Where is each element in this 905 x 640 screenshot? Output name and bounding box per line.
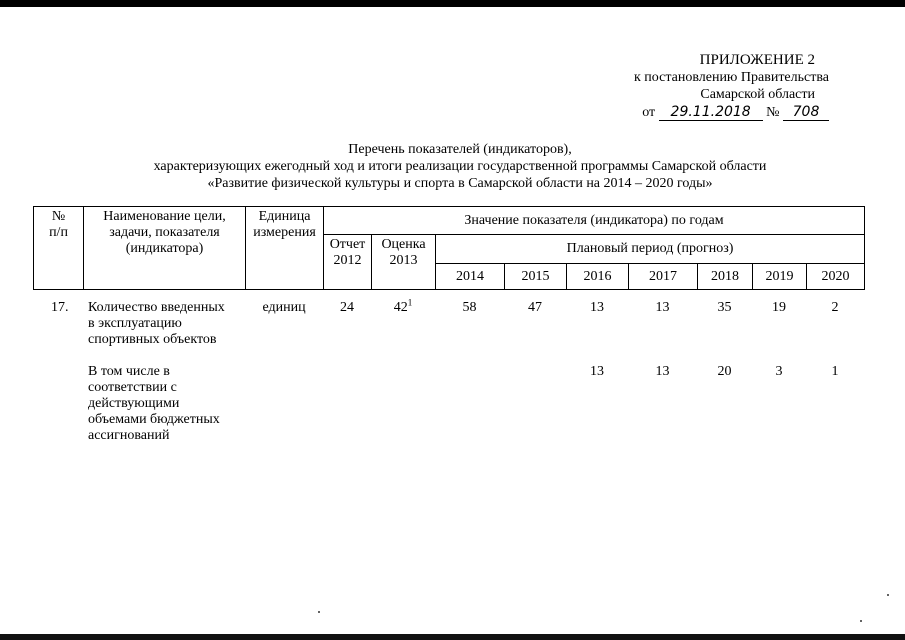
handwritten-date: 29.11.2018	[659, 105, 763, 121]
scan-speck	[318, 611, 320, 613]
handwritten-number: 708	[783, 105, 829, 121]
header-year-2019: 2019	[753, 264, 807, 290]
indicators-table-header	[33, 206, 865, 290]
header-number: № п/п	[34, 207, 84, 290]
top-border	[0, 0, 905, 7]
row-17-year-2018: 35	[717, 300, 732, 315]
document-title	[60, 141, 860, 192]
scan-speck	[887, 594, 889, 596]
row-17-unit: единиц	[262, 300, 306, 315]
row-17-year-2015: 47	[528, 300, 542, 315]
row-17-sub-year-2019: 3	[775, 364, 783, 379]
title-line-3: «Развитие физической культуры и спорта в Самарской области на 2014 – 2020 годы»	[207, 176, 713, 191]
bottom-border	[0, 634, 905, 640]
number-label: №	[766, 105, 780, 120]
footnote-mark: 1	[407, 297, 413, 308]
row-17-number: 17.	[51, 300, 69, 315]
header-year-2016: 2016	[567, 264, 629, 290]
row-17-sub-year-2016: 13	[590, 364, 604, 379]
header-name: Наименование цели, задачи, показателя (индикатора)	[84, 207, 246, 290]
header-year-2015: 2015	[505, 264, 567, 290]
appendix-title: ПРИЛОЖЕНИЕ 2	[699, 52, 815, 68]
header-estimate-2013: Оценка 2013	[372, 235, 436, 290]
appendix-region: Самарской области	[700, 87, 815, 102]
row-17-name: Количество введенных в эксплуатацию спортивных объектов	[88, 300, 225, 347]
title-line-2: характеризующих ежегодный ход и итоги реализации государственной программы Самарской области	[153, 159, 767, 174]
header-values-by-year: Значение показателя (индикатора) по годам	[324, 207, 865, 235]
header-report-2012: Отчет 2012	[324, 235, 372, 290]
row-17-sub-name: В том числе в соответствии с действующими объемами бюджетных ассигнований	[88, 364, 220, 443]
header-year-2018: 2018	[698, 264, 753, 290]
appendix-decree: к постановлению Правительства	[633, 70, 829, 85]
appendix-date-line	[569, 104, 829, 121]
row-17-year-2017: 13	[655, 300, 670, 315]
row-17-sub-year-2017: 13	[655, 364, 670, 379]
header-year-2014: 2014	[436, 264, 505, 290]
header-year-2017: 2017	[629, 264, 698, 290]
row-17-year-2014: 58	[462, 300, 477, 315]
row-17-report-2012: 24	[340, 300, 354, 315]
row-17-year-2019: 19	[772, 300, 786, 315]
scan-speck	[860, 620, 862, 622]
row-17-year-2016: 13	[590, 300, 604, 315]
header-plan-period: Плановый период (прогноз)	[436, 235, 865, 264]
row-17-year-2020: 2	[831, 300, 839, 315]
row-17-sub-year-2020: 1	[831, 364, 839, 379]
appendix-block	[569, 52, 829, 121]
header-unit: Единица измерения	[246, 207, 324, 290]
title-line-1: Перечень показателей (индикаторов),	[348, 142, 572, 157]
from-label: от	[642, 105, 656, 120]
row-17-sub-year-2018: 20	[717, 364, 732, 379]
row-17-estimate-2013: $42^1$	[393, 297, 413, 315]
header-year-2020: 2020	[807, 264, 865, 290]
